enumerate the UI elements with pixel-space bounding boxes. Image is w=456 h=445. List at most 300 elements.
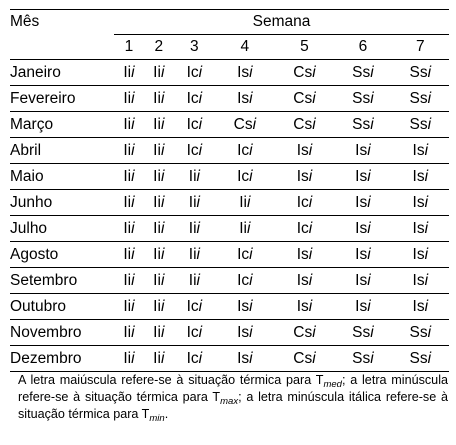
table-row: [10, 60, 449, 86]
tmax-letter: s: [362, 115, 371, 133]
month-cell: Fevereiro: [10, 86, 114, 112]
tmin-letter: i: [160, 115, 165, 133]
tmax-letter: c: [190, 63, 199, 81]
tmed-letter: I: [153, 63, 158, 81]
footnote-subscript-med: med: [323, 379, 342, 390]
tmed-letter: I: [153, 219, 158, 237]
tmed-letter: S: [352, 89, 363, 107]
tmin-letter: i: [160, 141, 165, 159]
situation-cell: [215, 216, 275, 242]
tmin-letter: i: [367, 297, 371, 315]
table-row: [10, 320, 449, 346]
tmin-letter: i: [370, 63, 374, 81]
tmin-letter: i: [131, 89, 135, 107]
tmin-letter: i: [308, 219, 313, 237]
tmax-letter: s: [359, 271, 368, 289]
situation-cell: [174, 346, 215, 372]
tmin-letter: i: [308, 297, 313, 315]
situation-cell: [392, 320, 449, 346]
tmed-letter: I: [237, 63, 242, 81]
situation-cell: [215, 346, 275, 372]
tmin-letter: i: [308, 271, 313, 289]
situation-cell: [334, 60, 391, 86]
situation-cell: [392, 60, 449, 86]
tmax-letter: i: [127, 323, 132, 341]
tmax-letter: i: [157, 167, 161, 185]
tmax-letter: s: [416, 167, 425, 185]
tmin-letter: i: [308, 193, 313, 211]
tmax-letter: i: [157, 193, 161, 211]
footnote-text-2: ; a letra minúscula refere-se à situação térmica para T: [18, 373, 448, 404]
tmed-letter: I: [186, 297, 191, 315]
situation-cell: [392, 190, 449, 216]
tmax-letter: i: [157, 271, 161, 289]
situation-cell: [334, 294, 391, 320]
tmax-letter: s: [304, 63, 313, 81]
tmin-letter: i: [198, 349, 203, 367]
tmin-letter: i: [424, 219, 429, 237]
situation-cell: [114, 268, 144, 294]
tmin-letter: i: [312, 115, 316, 133]
tmax-letter: s: [241, 89, 250, 107]
tmin-letter: i: [246, 219, 251, 237]
situation-cell: [174, 164, 215, 190]
situation-cell: [215, 242, 275, 268]
table-row: [10, 216, 449, 242]
footnote-text-1: A letra maiúscula refere-se à situação térmica para T: [18, 373, 324, 387]
situation-cell: [114, 60, 144, 86]
tmin-letter: i: [308, 167, 313, 185]
tmin-letter: i: [196, 193, 200, 211]
footnote-subscript-max: max: [220, 396, 239, 407]
footnote: [18, 372, 448, 423]
tmed-letter: I: [186, 63, 191, 81]
tmed-letter: S: [352, 323, 363, 341]
tmax-letter: i: [193, 167, 197, 185]
situation-cell: [334, 242, 391, 268]
situation-cell: [334, 268, 391, 294]
tmed-letter: I: [153, 349, 158, 367]
situation-cell: [215, 320, 275, 346]
tmax-letter: s: [419, 89, 428, 107]
tmed-letter: I: [123, 297, 128, 315]
tmax-letter: s: [304, 89, 313, 107]
tmin-letter: i: [252, 115, 257, 133]
tmax-letter: i: [157, 219, 161, 237]
tmed-letter: I: [296, 167, 301, 185]
tmed-letter: I: [153, 323, 158, 341]
tmin-letter: i: [160, 219, 165, 237]
tmed-letter: I: [296, 297, 301, 315]
situation-cell: [144, 242, 174, 268]
tmed-letter: I: [188, 193, 194, 211]
tmax-letter: s: [359, 193, 368, 211]
table-row: [10, 294, 449, 320]
tmin-letter: i: [424, 271, 429, 289]
week-number-header: 3: [174, 35, 215, 60]
situation-cell: [174, 86, 215, 112]
situation-cell: [114, 320, 144, 346]
table-row: [10, 164, 449, 190]
tmin-letter: i: [424, 141, 429, 159]
month-cell: Julho: [10, 216, 114, 242]
situation-cell: [144, 86, 174, 112]
tmin-letter: i: [198, 115, 203, 133]
tmax-letter: s: [362, 89, 371, 107]
situation-cell: [114, 190, 144, 216]
tmax-letter: i: [127, 63, 132, 81]
month-cell: Março: [10, 112, 114, 138]
tmax-letter: s: [304, 349, 313, 367]
tmax-letter: c: [190, 297, 199, 315]
tmax-letter: s: [359, 245, 368, 263]
tmed-letter: I: [237, 349, 242, 367]
tmed-letter: I: [237, 271, 242, 289]
situation-cell: [174, 268, 215, 294]
tmax-letter: i: [157, 323, 161, 341]
situation-cell: [275, 216, 335, 242]
tmed-letter: I: [153, 141, 158, 159]
table-row: [10, 190, 449, 216]
month-cell: Janeiro: [10, 60, 114, 86]
tmed-letter: I: [123, 219, 128, 237]
situation-cell: [334, 138, 391, 164]
situation-cell: [215, 268, 275, 294]
tmax-letter: s: [416, 193, 425, 211]
tmax-letter: s: [419, 323, 428, 341]
tmax-letter: s: [362, 63, 371, 81]
tmax-letter: s: [359, 219, 368, 237]
tmin-letter: i: [160, 193, 165, 211]
tmax-letter: c: [301, 193, 309, 211]
tmax-letter: s: [416, 271, 425, 289]
situation-cell: [144, 164, 174, 190]
situation-cell: [144, 190, 174, 216]
tmin-letter: i: [160, 271, 165, 289]
tmax-letter: c: [190, 89, 199, 107]
tmin-letter: i: [160, 63, 165, 81]
tmed-letter: I: [153, 245, 158, 263]
tmed-letter: I: [237, 245, 242, 263]
week-number-header: 4: [215, 35, 275, 60]
tmax-letter: i: [127, 115, 132, 133]
situation-cell: [174, 320, 215, 346]
tmed-letter: I: [239, 219, 244, 237]
tmax-letter: c: [190, 115, 199, 133]
tmed-letter: C: [233, 115, 245, 133]
tmed-letter: S: [352, 115, 363, 133]
tmed-letter: I: [296, 245, 301, 263]
situation-cell: [114, 112, 144, 138]
tmin-letter: i: [424, 167, 429, 185]
tmax-letter: s: [359, 141, 368, 159]
tmax-letter: c: [241, 141, 250, 159]
tmed-letter: S: [409, 89, 420, 107]
tmax-letter: i: [243, 219, 247, 237]
situation-cell: [215, 60, 275, 86]
table-row: [10, 346, 449, 372]
situation-cell: [334, 216, 391, 242]
tmed-letter: I: [123, 115, 128, 133]
tmed-letter: I: [412, 219, 417, 237]
tmax-letter: s: [362, 323, 371, 341]
tmax-letter: i: [157, 141, 161, 159]
tmin-letter: i: [367, 245, 371, 263]
tmed-letter: I: [153, 115, 158, 133]
tmax-letter: s: [419, 349, 428, 367]
situation-cell: [392, 112, 449, 138]
tmin-letter: i: [198, 323, 203, 341]
tmed-letter: I: [355, 141, 360, 159]
situation-cell: [174, 294, 215, 320]
tmin-letter: i: [424, 297, 429, 315]
tmin-letter: i: [196, 219, 200, 237]
tmin-letter: i: [370, 349, 374, 367]
tmin-letter: i: [249, 245, 253, 263]
situation-cell: [174, 112, 215, 138]
tmed-letter: I: [355, 271, 360, 289]
situation-cell: [144, 138, 174, 164]
blank-header-cell: [10, 35, 114, 60]
tmin-letter: i: [198, 141, 203, 159]
tmed-letter: I: [237, 297, 242, 315]
tmax-letter: i: [127, 193, 132, 211]
tmed-letter: I: [237, 89, 242, 107]
tmax-letter: i: [193, 193, 197, 211]
month-column-header: Mês: [10, 10, 114, 35]
tmax-letter: s: [301, 245, 309, 263]
situation-cell: [275, 138, 335, 164]
tmin-letter: i: [249, 349, 253, 367]
tmed-letter: I: [153, 271, 158, 289]
tmin-letter: i: [131, 141, 135, 159]
situation-cell: [174, 242, 215, 268]
tmax-letter: s: [241, 349, 250, 367]
tmax-letter: s: [362, 349, 371, 367]
situation-cell: [114, 86, 144, 112]
tmed-letter: I: [153, 89, 158, 107]
situation-cell: [392, 294, 449, 320]
thermal-situation-table: [10, 9, 449, 372]
month-cell: Setembro: [10, 268, 114, 294]
tmed-letter: S: [352, 63, 363, 81]
tmed-letter: I: [188, 271, 194, 289]
tmin-letter: i: [427, 63, 432, 81]
tmax-letter: c: [241, 271, 250, 289]
tmin-letter: i: [427, 323, 432, 341]
tmed-letter: I: [186, 323, 191, 341]
situation-cell: [275, 320, 335, 346]
tmed-letter: I: [412, 245, 417, 263]
tmax-letter: i: [193, 245, 197, 263]
tmax-letter: i: [157, 63, 161, 81]
situation-cell: [144, 294, 174, 320]
tmed-letter: C: [293, 63, 305, 81]
situation-cell: [144, 112, 174, 138]
situation-cell: [334, 190, 391, 216]
situation-cell: [114, 164, 144, 190]
situation-cell: [392, 268, 449, 294]
tmed-letter: I: [296, 271, 301, 289]
tmax-letter: i: [127, 245, 132, 263]
month-cell: Junho: [10, 190, 114, 216]
tmax-letter: s: [241, 63, 250, 81]
situation-cell: [275, 60, 335, 86]
tmed-letter: I: [123, 89, 128, 107]
situation-cell: [215, 190, 275, 216]
tmed-letter: I: [355, 167, 360, 185]
situation-cell: [114, 294, 144, 320]
tmed-letter: I: [153, 167, 158, 185]
tmed-letter: I: [186, 349, 191, 367]
tmed-letter: I: [237, 167, 242, 185]
tmed-letter: I: [412, 167, 417, 185]
tmed-letter: I: [153, 297, 158, 315]
tmed-letter: I: [123, 271, 128, 289]
tmed-letter: I: [188, 167, 194, 185]
week-number-header: 2: [144, 35, 174, 60]
footnote-subscript-min: min: [149, 413, 165, 424]
week-number-header: 6: [334, 35, 391, 60]
table-row: [10, 268, 449, 294]
tmed-letter: I: [123, 193, 128, 211]
tmin-letter: i: [131, 323, 135, 341]
situation-cell: [215, 112, 275, 138]
situation-cell: [392, 346, 449, 372]
tmax-letter: i: [127, 349, 132, 367]
situation-cell: [334, 320, 391, 346]
tmin-letter: i: [160, 245, 165, 263]
tmax-letter: c: [241, 245, 250, 263]
tmed-letter: I: [412, 297, 417, 315]
tmin-letter: i: [312, 349, 316, 367]
tmin-letter: i: [198, 63, 203, 81]
tmax-letter: i: [157, 349, 161, 367]
tmax-letter: s: [241, 297, 250, 315]
situation-cell: [275, 294, 335, 320]
tmed-letter: C: [293, 89, 305, 107]
tmin-letter: i: [249, 167, 253, 185]
tmax-letter: s: [301, 297, 309, 315]
tmin-letter: i: [131, 271, 135, 289]
tmax-letter: i: [127, 89, 132, 107]
tmin-letter: i: [312, 63, 316, 81]
tmax-letter: s: [301, 271, 309, 289]
week-number-header: 7: [392, 35, 449, 60]
tmin-letter: i: [367, 219, 371, 237]
week-number-row: [10, 35, 449, 60]
tmin-letter: i: [370, 115, 374, 133]
month-cell: Novembro: [10, 320, 114, 346]
tmax-letter: i: [157, 89, 161, 107]
tmin-letter: i: [131, 167, 135, 185]
month-cell: Dezembro: [10, 346, 114, 372]
tmax-letter: i: [127, 141, 132, 159]
tmax-letter: s: [359, 167, 368, 185]
tmin-letter: i: [367, 167, 371, 185]
tmed-letter: I: [239, 193, 244, 211]
tmed-letter: I: [188, 219, 194, 237]
table-row: [10, 242, 449, 268]
table-row: [10, 86, 449, 112]
tmax-letter: s: [419, 63, 428, 81]
tmax-letter: s: [416, 141, 425, 159]
tmin-letter: i: [131, 297, 135, 315]
tmed-letter: I: [355, 219, 360, 237]
tmin-letter: i: [424, 245, 429, 263]
table-row: [10, 112, 449, 138]
tmin-letter: i: [367, 271, 371, 289]
tmin-letter: i: [131, 245, 135, 263]
tmax-letter: i: [127, 297, 132, 315]
tmin-letter: i: [131, 115, 135, 133]
situation-cell: [114, 216, 144, 242]
tmed-letter: S: [409, 349, 420, 367]
tmed-letter: S: [409, 115, 420, 133]
tmin-letter: i: [424, 193, 429, 211]
situation-cell: [275, 346, 335, 372]
month-cell: Abril: [10, 138, 114, 164]
situation-cell: [392, 86, 449, 112]
tmin-letter: i: [160, 89, 165, 107]
tmin-letter: i: [198, 89, 203, 107]
situation-cell: [114, 242, 144, 268]
tmin-letter: i: [131, 349, 135, 367]
tmin-letter: i: [249, 297, 253, 315]
tmax-letter: i: [157, 115, 161, 133]
tmax-letter: s: [241, 323, 250, 341]
tmax-letter: i: [127, 219, 132, 237]
situation-cell: [334, 346, 391, 372]
situation-cell: [392, 242, 449, 268]
tmin-letter: i: [131, 193, 135, 211]
tmax-letter: c: [190, 323, 199, 341]
tmax-letter: s: [301, 167, 309, 185]
situation-cell: [334, 86, 391, 112]
situation-cell: [144, 268, 174, 294]
tmax-letter: c: [241, 167, 250, 185]
tmin-letter: i: [160, 297, 165, 315]
tmin-letter: i: [196, 245, 200, 263]
tmin-letter: i: [427, 89, 432, 107]
tmin-letter: i: [249, 89, 253, 107]
tmin-letter: i: [312, 323, 316, 341]
situation-cell: [174, 190, 215, 216]
tmed-letter: I: [355, 297, 360, 315]
tmax-letter: c: [190, 349, 199, 367]
tmed-letter: C: [293, 115, 305, 133]
situation-cell: [275, 190, 335, 216]
tmin-letter: i: [131, 219, 135, 237]
table-body: [10, 60, 449, 372]
tmed-letter: I: [237, 323, 242, 341]
situation-cell: [392, 164, 449, 190]
tmed-letter: I: [186, 89, 191, 107]
situation-cell: [144, 216, 174, 242]
situation-cell: [215, 294, 275, 320]
tmax-letter: i: [127, 271, 132, 289]
tmed-letter: I: [123, 167, 128, 185]
situation-cell: [114, 346, 144, 372]
situation-cell: [215, 86, 275, 112]
tmed-letter: C: [293, 349, 305, 367]
situation-cell: [174, 216, 215, 242]
tmin-letter: i: [249, 271, 253, 289]
tmed-letter: I: [412, 271, 417, 289]
tmax-letter: i: [193, 271, 197, 289]
tmed-letter: S: [409, 323, 420, 341]
tmed-letter: I: [296, 141, 301, 159]
